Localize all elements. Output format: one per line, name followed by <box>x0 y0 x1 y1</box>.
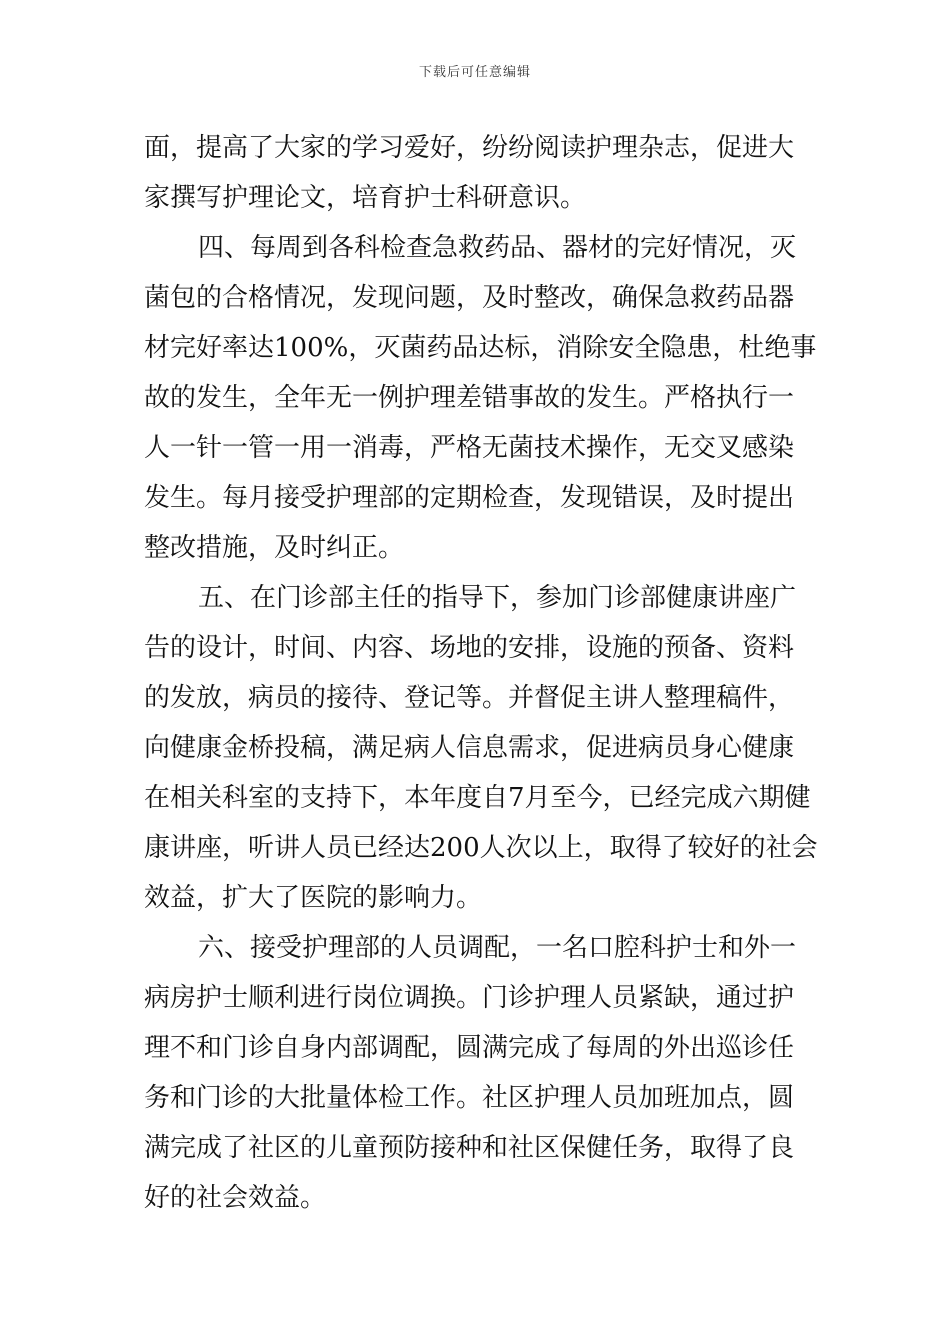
paragraph-five-start: 五、在门诊部主任的指导下，参加门诊部健康讲座广 <box>198 583 797 613</box>
text-line: 整改措施，及时纠正。 <box>144 533 405 563</box>
text-line: 满完成了社区的儿童预防接种和社区保健任务，取得了良 <box>144 1133 795 1163</box>
text-line: 的发放，病员的接待、登记等。并督促主讲人整理稿件， <box>144 683 795 713</box>
document-body <box>144 123 818 1223</box>
text-line: 康讲座，听讲人员已经达200人次以上，取得了较好的社会 <box>144 833 818 863</box>
text-line: 务和门诊的大批量体检工作。社区护理人员加班加点，圆 <box>144 1083 795 1113</box>
text-line: 面，提高了大家的学习爱好，纷纷阅读护理杂志，促进大 <box>144 133 795 163</box>
paragraph-six-start: 六、接受护理部的人员调配，一名口腔科护士和外一 <box>198 933 797 963</box>
text-line: 理不和门诊自身内部调配，圆满完成了每周的外出巡诊任 <box>144 1033 795 1063</box>
text-line: 故的发生，全年无一例护理差错事故的发生。严格执行一 <box>144 383 795 413</box>
text-line: 向健康金桥投稿，满足病人信息需求，促进病员身心健康 <box>144 733 795 763</box>
text-line: 人一针一管一用一消毒，严格无菌技术操作，无交叉感染 <box>144 433 795 463</box>
text-line: 好的社会效益。 <box>144 1183 327 1213</box>
paragraph-four-start: 四、每周到各科检查急救药品、器材的完好情况，灭 <box>198 233 797 263</box>
page-header: 下载后可任意编辑 <box>418 65 531 80</box>
text-line: 菌包的合格情况，发现问题，及时整改，确保急救药品器 <box>144 283 795 313</box>
text-line: 告的设计，时间、内容、场地的安排，设施的预备、资料 <box>144 633 795 663</box>
text-line: 家撰写护理论文，培育护士科研意识。 <box>144 183 587 213</box>
text-line: 材完好率达100%，灭菌药品达标，消除安全隐患，杜绝事 <box>144 333 817 363</box>
text-line: 病房护士顺利进行岗位调换。门诊护理人员紧缺，通过护 <box>144 983 795 1013</box>
text-line: 发生。每月接受护理部的定期检查，发现错误，及时提出 <box>144 483 795 513</box>
text-line: 在相关科室的支持下，本年度自7月至今，已经完成六期健 <box>144 783 811 813</box>
text-line: 效益，扩大了医院的影响力。 <box>144 883 483 913</box>
